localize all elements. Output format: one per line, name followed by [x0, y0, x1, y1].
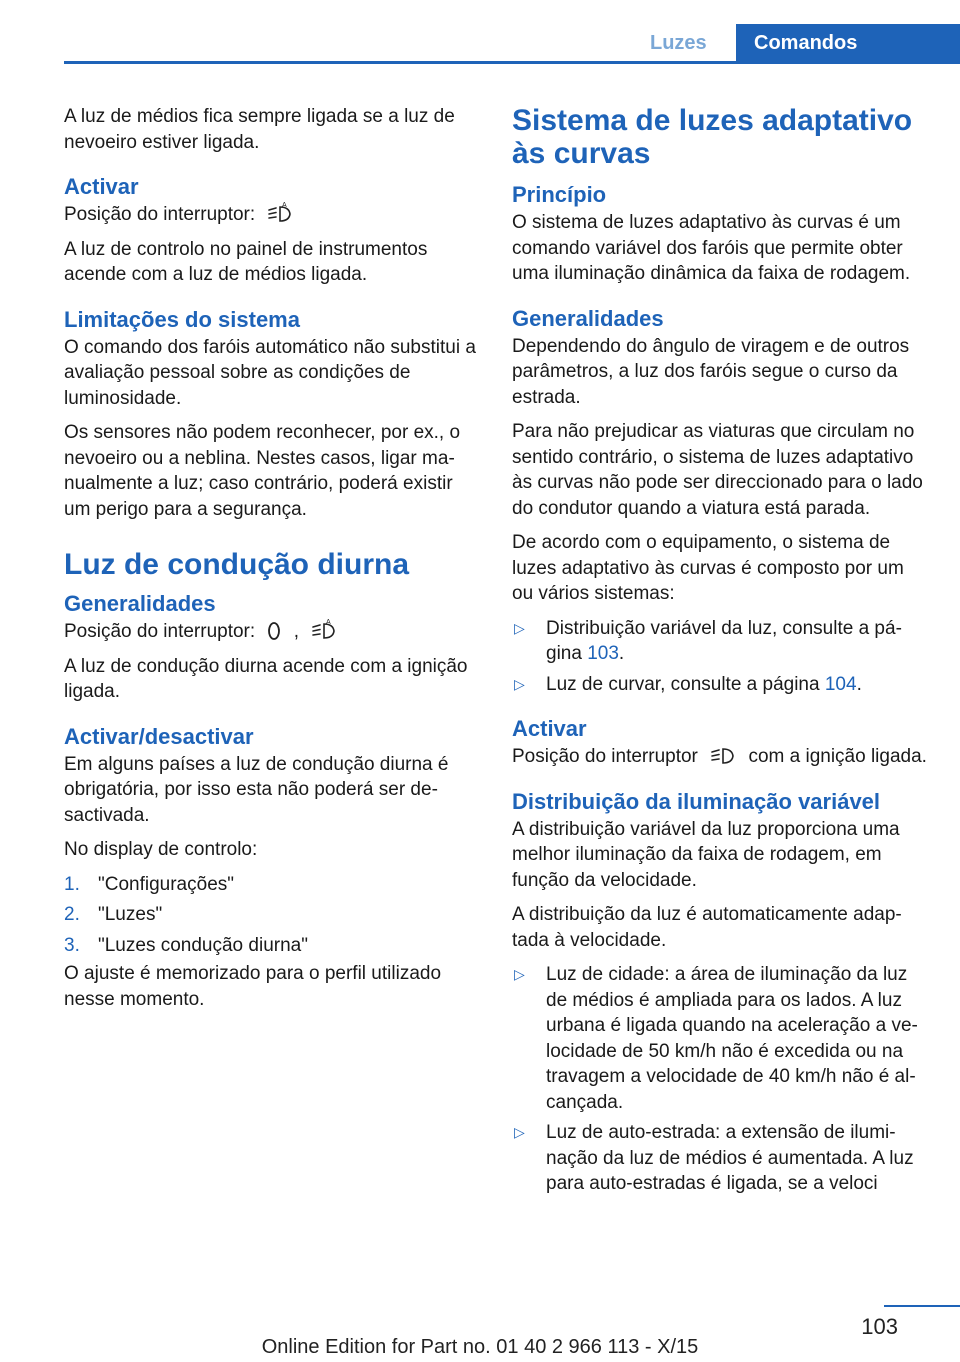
generalidades-heading: Generalidades: [512, 305, 664, 331]
right-column: [512, 104, 930, 1206]
step-number: 1.: [64, 873, 80, 895]
header-divider: [64, 61, 960, 64]
activar-paragraph: [512, 744, 930, 770]
systems-list: [512, 616, 930, 698]
left-column: [64, 104, 484, 1021]
drl-heading: Luz de condução diurna: [64, 548, 410, 581]
distribuicao-paragraph-1: A distribuição variável da luz proporciona uma melhor iluminação da faixa de rodagem, em função da velocidade.: [512, 818, 900, 891]
step-text: "Luzes condução diurna": [98, 934, 308, 956]
bullet-text: Luz de auto-estrada: a extensão de iluminação da luz de médios é aumentada. A luz para auto-estradas é ligada, se a veloci: [546, 1122, 914, 1194]
generalidades-paragraph-2: Para não prejudicar as viaturas que circulam no sentido contrário, o sistema de luzes adaptativo às curvas não pode ser direccionado para o lado do condutor quando a viatura está parada.: [512, 421, 923, 519]
activar-desactivar-paragraph-1: Em alguns países a luz de condução diurna é obrigatória, por isso esta não poderá ser desactivada.: [64, 753, 449, 826]
auto-headlight-icon: [263, 202, 297, 226]
activar-heading: Activar: [64, 174, 139, 199]
activar-desactivar-paragraph-2: No display de controlo:: [64, 839, 258, 860]
bullet-text: Luz de curvar, consulte a página: [546, 673, 820, 695]
section-label: Luzes: [650, 32, 707, 54]
headlight-icon: [706, 744, 740, 768]
drl-position-separator: ,: [293, 621, 300, 642]
bullet-triangle: ▷: [514, 675, 525, 692]
adaptive-lights-title: Sistema de luzes adaptativo às curvas: [512, 104, 913, 170]
drl-generalidades-paragraph: A luz de condução diurna acende com a ignição ligada.: [64, 655, 468, 702]
bullet-period: .: [618, 643, 625, 664]
intro-paragraph: A luz de médios fica sempre ligada se a luz de nevoeiro estiver ligada.: [64, 106, 455, 153]
list-item: [512, 1120, 930, 1197]
light-modes-list: [512, 962, 930, 1197]
page-link-103[interactable]: 103: [587, 643, 619, 664]
edition-footer: [0, 1336, 960, 1359]
limits-paragraph-1: O comando dos faróis automático não substitui a avaliação pessoal sobre as condições de luminosidade.: [64, 336, 476, 409]
drl-position-line: [64, 619, 484, 645]
chapter-label: Comandos: [754, 32, 858, 54]
step-number: 2.: [64, 904, 80, 925]
drl-generalidades-heading: Generalidades: [64, 591, 216, 616]
limits-paragraph-2: Os sensores não podem reconhecer, por ex., o nevoeiro ou a neblina. Nestes casos, ligar manualmente a luz; caso contrário, poderá existir um perigo para a segurança.: [64, 422, 461, 520]
generalidades-paragraph-3: De acordo com o equipamento, o sistema de luzes adaptativo às curvas é composto por um ou vários sistemas:: [512, 532, 904, 604]
activar-text-post: com a ignição ligada.: [748, 746, 927, 767]
list-item: [64, 902, 484, 928]
bullet-period: .: [856, 673, 862, 695]
principio-heading: Princípio: [512, 182, 607, 207]
bullet-text: Distribuição variável da luz, consulte a página: [546, 617, 902, 664]
activar-desactivar-heading: Activar/desactivar: [64, 723, 254, 749]
page-header: [0, 24, 960, 62]
activar-position-text: Posição do interruptor:: [64, 204, 256, 225]
list-item: [64, 872, 484, 898]
switch-off-icon: [263, 619, 285, 643]
footer-divider: [884, 1305, 960, 1307]
activar-text-pre: Posição do interruptor: [512, 746, 698, 767]
principio-paragraph: O sistema de luzes adaptativo às curvas é um comando variável dos faróis que permite obter uma iluminação dinâmica da faixa de rodagem.: [512, 212, 911, 284]
step-text: "Configurações": [98, 873, 235, 895]
list-item: [512, 672, 930, 698]
distribuicao-paragraph-2: A distribuição da luz é automaticamente adaptada à velocidade.: [512, 904, 902, 951]
bullet-text: Luz de cidade: a área de iluminação da luz de médios é ampliada para os lados. A luz urbana é ligada quando na aceleração a velocidade de 50 km/h não é excedida ou na travagem a velocidade de 40 km/h não é alcançada.: [546, 964, 918, 1113]
page-number: 103: [861, 1314, 898, 1339]
memo-paragraph: O ajuste é memorizado para o perfil utilizado nesse momento.: [64, 963, 442, 1010]
steps-list: [64, 872, 484, 959]
drl-position-text: Posição do interruptor:: [64, 621, 256, 642]
list-item: [64, 933, 484, 959]
chapter-tab: [736, 24, 960, 62]
list-item: [512, 962, 930, 1115]
activar-paragraph: A luz de controlo no painel de instrumentos acende com a luz de médios ligada.: [64, 238, 428, 285]
distribuicao-heading: Distribuição da iluminação variável: [512, 788, 881, 814]
list-item: [512, 616, 930, 667]
activar-heading: Activar: [512, 716, 587, 741]
svg-text:A: A: [326, 619, 331, 626]
limits-heading: Limitações do sistema: [64, 306, 300, 332]
edition-text: Online Edition for Part no. 01 40 2 966 113 - X/15: [261, 1336, 699, 1358]
auto-headlight-icon: [307, 619, 341, 643]
activar-position-line: [64, 202, 484, 228]
step-number: 3.: [64, 934, 80, 956]
bullet-triangle: ▷: [514, 619, 525, 636]
generalidades-paragraph-1: Dependendo do ângulo de viragem e de outros parâmetros, a luz dos faróis segue o curso da estrada.: [512, 335, 910, 408]
bullet-triangle: ▷: [514, 966, 525, 982]
step-text: "Luzes": [98, 904, 163, 925]
page-link-104[interactable]: 104: [824, 673, 857, 695]
bullet-triangle: ▷: [514, 1124, 525, 1140]
svg-text:A: A: [282, 202, 288, 209]
